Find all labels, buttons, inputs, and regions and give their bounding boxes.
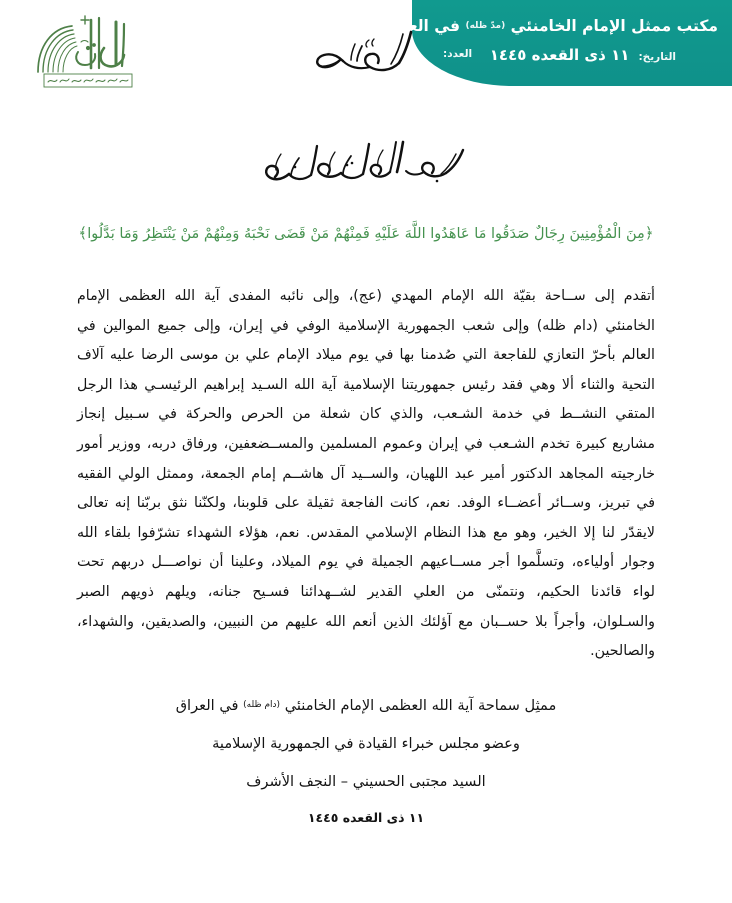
office-title-honorific: (مدّ ظله)	[465, 21, 506, 31]
office-title	[380, 17, 718, 35]
letter-body	[77, 282, 655, 667]
bismillah-calligraphy	[0, 130, 732, 198]
signature-block	[0, 686, 732, 835]
banner-text-group	[380, 0, 732, 86]
quran-verse	[62, 222, 670, 246]
verse-text: مِنَ الْمُؤْمِنِينَ رِجَالٌ صَدَقُوا مَا عَاهَدُوا اللَّهَ عَلَيْهِ فَمِنْهُمْ مَنْ قَضَى نَحْبَهُ وَمِنْهُمْ مَنْ يَنْتَظِرُ وَمَا بَدَّلُوا	[87, 226, 645, 242]
signature-line-role: وعضو مجلس خبراء القيادة في الجمهورية الإسلامية	[212, 735, 520, 752]
issue-number-label: العدد:	[443, 48, 473, 60]
signature-line-title	[0, 686, 732, 725]
signature-line-name: السيد مجتبى الحسيني – النجف الأشرف	[246, 773, 486, 790]
verse-close-brace: ﴾	[78, 224, 88, 242]
letterhead-banner	[0, 0, 732, 96]
letter-body-paragraph: أتقدم إلى ســاحة بقيّة الله الإمام المهدي (عج)، وإلى نائبه المفدى آية الله العظمى الإمام الخامنئي (دام ظله) وإلى شعب الجمهورية الإسلامية الوفي في إيران، وإلى جميع الموالين في العالم بأحرّ التعازي للفاجعة التي صُدمنا بها في يوم ميلاد الإمام علي بن موسى الرضا عليه آلاف التحية والثناء ألا وهي فقد رئيس جمهوريتنا الإسلامية آية الله السـيد إبراهيم الرئيسـي هذا الرجل المتقي النشــط في خدمة الشـعب، والذي كان شعلة من الحرص والحركة في سـبيل إنجاز مشاريع كبيرة تخدم الشـعب في إيران وعموم المسلمين والمســضعفين، ورفاق دربه، ووزير أمور خارجيته المجاهد الدكتور أمير عبد اللهيان، والســيد آل هاشــم إمام الجمعة، وممثل الولي الفقيه في تبريز، وســائر أعضــاء الوفد. نعم، كانت الفاجعة ثقيلة على قلوبنا، ولكنّنا نثق بربّنا إنه تعالى لايقدّر لنا إلا الخير، وهو مع هذا النظام الإسلامي المقدس. نعم، هؤلاء الشهداء تشرّفوا بلقاء الله وجوار أولياءه، وتسلَّموا أجر مســاعيهم الجميلة في يوم الميلاد، وعلينا أن نواصـــل دربهم تحت لواء قائدنا الحكيم، ونتمنّى من العلي القدير لشــهدائنا فسـيح جنانه، ويلهم ذويهم الصبر والسـلوان، وأجراً بلا حســبان مع آؤلئك الذين أنعم الله عليهم من النبيين، والصديقين، والشهداء، والصالحين.	[77, 288, 655, 660]
office-title-tail: في العراق	[380, 17, 461, 35]
signature-title-post: في العراق	[175, 697, 239, 714]
signature-title-pre: ممثِل سماحة آية الله العظمى الإمام الخامنئي	[284, 697, 557, 714]
office-title-main: مكتب ممثل الإمام الخامنئي	[510, 17, 718, 35]
emblem-icon	[28, 12, 148, 94]
date-value: ١١ ذى القعده ١٤٤٥	[489, 46, 630, 64]
verse-open-brace: ﴿	[644, 224, 654, 242]
date-label: التاريخ:	[638, 51, 676, 63]
signature-title-honorific: (دام ظله)	[243, 700, 281, 710]
letterhead-meta-row	[437, 45, 718, 69]
date-group	[490, 45, 676, 64]
signature-date: ١١ ذى القعده ١٤٤٥	[307, 810, 425, 825]
